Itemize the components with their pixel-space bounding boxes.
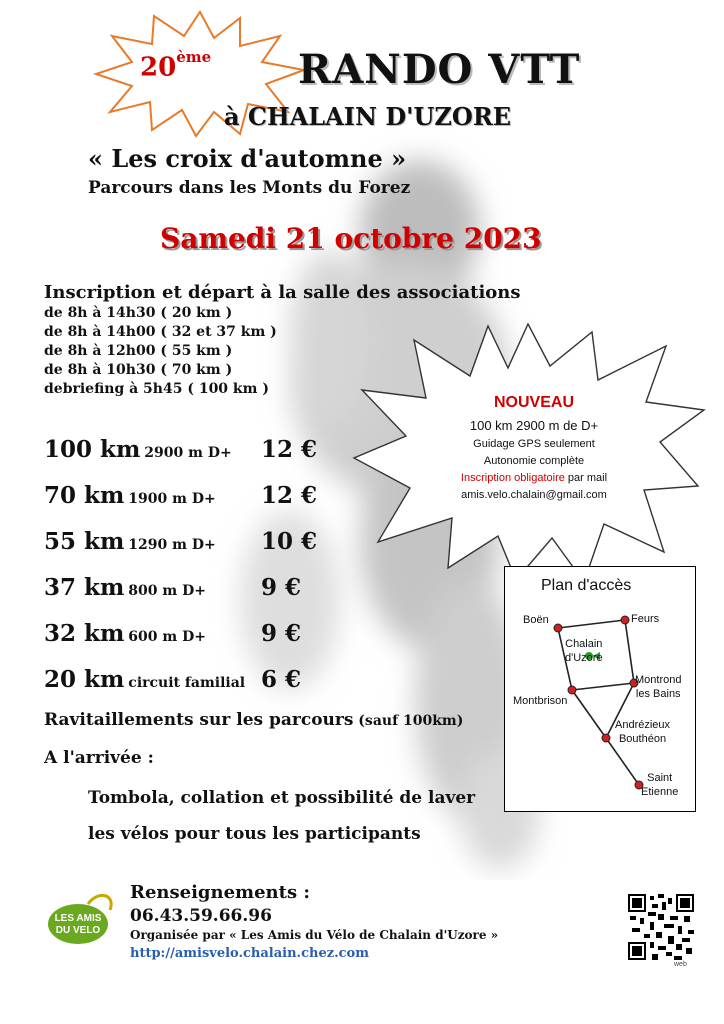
route-price: 9 € — [261, 620, 302, 647]
map-label-montbrison: Montbrison — [513, 695, 568, 707]
town-marker-andrezieux — [602, 734, 610, 742]
club-logo — [44, 890, 122, 946]
route-distance: 37 km — [44, 574, 125, 601]
nouveau-registration-required: Inscription obligatoire — [460, 472, 565, 484]
route-price: 9 € — [261, 574, 302, 601]
contact-phone[interactable]: 06.43.59.66.96 — [130, 906, 272, 926]
route-price: 6 € — [261, 666, 302, 693]
nouveau-registration — [420, 472, 648, 484]
route-price: 12 € — [261, 482, 318, 509]
town-marker-montbrison — [568, 686, 576, 694]
route-elevation: 1290 m D+ — [128, 537, 216, 553]
arrivee-line: Tombola, collation et possibilité de laver — [88, 788, 476, 808]
ravitaillement-line: Ravitaillements sur les parcours (sauf 100km) — [44, 710, 464, 730]
map-title: Plan d'accès — [541, 577, 632, 594]
ravitaillement-note: (sauf 100km) — [353, 713, 464, 729]
contact-heading: Renseignements : — [130, 882, 310, 903]
access-map — [504, 566, 696, 812]
event-subtitle: « Les croix d'automne » — [88, 144, 407, 173]
event-date: Samedi 21 octobre 2023 — [160, 222, 542, 255]
town-marker-boen — [554, 624, 562, 632]
route-elevation: 1900 m D+ — [128, 491, 216, 507]
map-label-chalain: Chalain d'Uzore — [565, 638, 603, 664]
nouveau-announcement — [420, 394, 648, 501]
arrivee-heading: A l'arrivée : — [44, 748, 154, 768]
map-label-andrezieux: Andrézieux Bouthéon — [615, 719, 671, 745]
schedule-line: de 8h à 14h00 ( 32 et 37 km ) — [44, 324, 277, 340]
nouveau-email[interactable]: amis.velo.chalain@gmail.com — [461, 489, 607, 501]
map-label-feurs: Feurs — [631, 613, 660, 625]
price-row-20km — [44, 666, 302, 696]
qr-caption: web — [674, 961, 687, 968]
route-elevation: 2900 m D+ — [144, 445, 232, 461]
map-label-boen: Boën — [523, 614, 549, 626]
organizer-line: Organisée par « Les Amis du Vélo de Chalain d'Uzore » — [130, 928, 499, 942]
nouveau-gps: Guidage GPS seulement — [473, 438, 595, 450]
svg-text:LES AMIS: LES AMIS — [54, 913, 102, 924]
arrivee-line: les vélos pour tous les participants — [88, 824, 421, 844]
price-row-55km — [44, 528, 318, 558]
route-distance: 70 km — [44, 482, 125, 509]
town-marker-feurs — [621, 616, 629, 624]
svg-text:DU VELO: DU VELO — [55, 925, 101, 936]
route-distance: 32 km — [44, 620, 125, 647]
route-elevation: circuit familial — [128, 675, 246, 691]
nouveau-route: 100 km 2900 m de D+ — [469, 418, 599, 433]
nouveau-autonomy: Autonomie complète — [483, 455, 585, 467]
edition-number: 20ème — [140, 48, 212, 83]
map-label-saint-etienne: Saint Etienne — [641, 772, 679, 798]
map-label-montrond: Montrond les Bains — [635, 674, 682, 700]
route-distance: 55 km — [44, 528, 125, 555]
registration-schedule — [44, 304, 277, 399]
price-row-32km — [44, 620, 302, 650]
price-row-37km — [44, 574, 302, 604]
qr-code[interactable] — [628, 894, 694, 960]
route-distance: 100 km — [44, 436, 141, 463]
event-tagline: Parcours dans les Monts du Forez — [88, 178, 411, 198]
nouveau-registration-mail: par mail — [564, 472, 608, 484]
schedule-line: de 8h à 12h00 ( 55 km ) — [44, 343, 233, 359]
event-place: à CHALAIN D'UZORE — [224, 102, 512, 131]
price-row-70km — [44, 482, 318, 512]
route-price: 12 € — [261, 436, 318, 463]
route-price: 10 € — [261, 528, 318, 555]
schedule-line: de 8h à 14h30 ( 20 km ) — [44, 305, 233, 321]
edition-suffix: ème — [176, 48, 212, 66]
schedule-line: debriefing à 5h45 ( 100 km ) — [44, 381, 269, 397]
event-title: RANDO VTT — [298, 46, 581, 93]
registration-heading: Inscription et départ à la salle des associations — [44, 282, 521, 303]
website-link[interactable]: http://amisvelo.chalain.chez.com — [130, 946, 369, 961]
schedule-line: de 8h à 10h30 ( 70 km ) — [44, 362, 233, 378]
route-distance: 20 km — [44, 666, 125, 693]
price-row-100km — [44, 436, 318, 466]
nouveau-title: NOUVEAU — [493, 394, 574, 411]
route-elevation: 600 m D+ — [128, 629, 206, 645]
route-elevation: 800 m D+ — [128, 583, 206, 599]
